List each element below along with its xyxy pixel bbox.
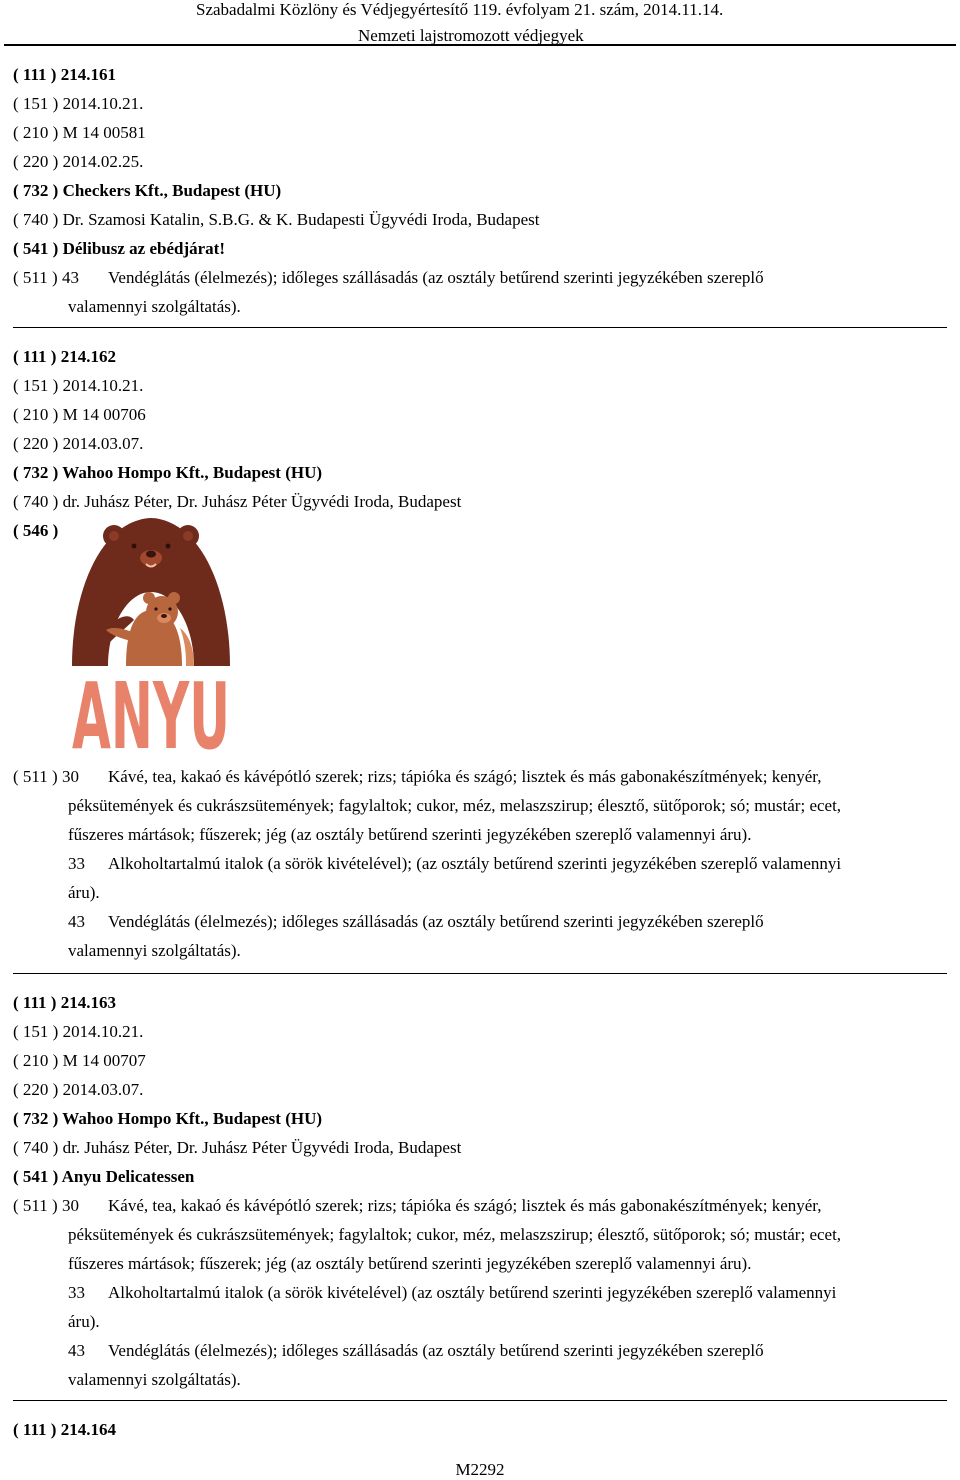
field-220: ( 220 ) 2014.03.07.	[13, 1080, 144, 1099]
class-43-number: 43	[68, 912, 85, 931]
field-740	[13, 487, 948, 516]
field-541: ( 541 ) Anyu Delicatessen	[13, 1167, 195, 1186]
field-151: ( 151 ) 2014.10.21.	[13, 1022, 144, 1041]
trademark-entry-214162	[13, 342, 948, 545]
field-740-value: Dr. Szamosi Katalin, S.B.G. & K. Budapesti Ügyvédi Iroda, Budapest	[62, 210, 540, 229]
field-740-label: ( 740 )	[13, 210, 63, 229]
field-740-value: dr. Juhász Péter, Dr. Juhász Péter Ügyvédi Iroda, Budapest	[62, 492, 462, 511]
class-43-text: Vendéglátás (élelmezés); időleges szállásadás (az osztály betűrend szerinti jegyzékében szereplő	[108, 268, 764, 287]
field-740	[13, 205, 948, 234]
section-title: Nemzeti lajstromozott védjegyek	[358, 26, 584, 45]
field-546: ( 546 )	[13, 521, 59, 540]
class-33	[13, 849, 948, 878]
field-210: ( 210 ) M 14 00581	[13, 123, 146, 142]
class-43	[13, 1336, 948, 1365]
class-43-cont: valamennyi szolgáltatás).	[68, 941, 241, 960]
field-740-value: dr. Juhász Péter, Dr. Juhász Péter Ügyvédi Iroda, Budapest	[62, 1138, 462, 1157]
class-33	[13, 1278, 948, 1307]
trademark-entry-214162-goods	[13, 762, 948, 965]
class-43-cont: valamennyi szolgáltatás).	[68, 297, 241, 316]
field-541: ( 541 ) Délibusz az ebédjárat!	[13, 239, 225, 258]
field-111: ( 111 ) 214.163	[13, 993, 116, 1012]
class-43	[13, 907, 948, 936]
class-33-cont: áru).	[68, 1312, 100, 1331]
class-43-text: Vendéglátás (élelmezés); időleges szállásadás (az osztály betűrend szerinti jegyzékében szereplő	[108, 1341, 764, 1360]
field-511-label: ( 511 ) 43	[13, 268, 79, 287]
field-740-label: ( 740 )	[13, 1138, 63, 1157]
logo-text-anyu: ANYU	[72, 663, 230, 770]
class-30-cont-1: péksütemények és cukrászsütemények; fagylaltok; cukor, méz, melaszszirup; élesztő, sütőporok; só; mustár; ecet,	[68, 1225, 842, 1244]
class-33-number: 33	[68, 1283, 85, 1302]
class-30-text: Kávé, tea, kakaó és kávépótló szerek; rizs; tápióka és szágó; lisztek és más gabonakészítmények; kenyér,	[108, 767, 822, 786]
class-33-text: Alkoholtartalmú italok (a sörök kivételével); (az osztály betűrend szerinti jegyzékében szereplő valamennyi	[108, 854, 842, 873]
field-151: ( 151 ) 2014.10.21.	[13, 376, 144, 395]
field-511	[13, 263, 948, 292]
header-rule	[4, 44, 956, 46]
class-30-cont-1: péksütemények és cukrászsütemények; fagylaltok; cukor, méz, melaszszirup; élesztő, sütőporok; só; mustár; ecet,	[68, 796, 842, 815]
class-30-text: Kávé, tea, kakaó és kávépótló szerek; rizs; tápióka és szágó; lisztek és más gabonakészítmények; kenyér,	[108, 1196, 822, 1215]
field-740-label: ( 740 )	[13, 492, 63, 511]
field-151: ( 151 ) 2014.10.21.	[13, 94, 144, 113]
field-210: ( 210 ) M 14 00706	[13, 405, 146, 424]
entry-separator	[13, 327, 947, 328]
class-43-number: 43	[68, 1341, 85, 1360]
field-511-label: ( 511 ) 30	[13, 767, 79, 786]
class-43-cont: valamennyi szolgáltatás).	[68, 1370, 241, 1389]
class-33-number: 33	[68, 854, 85, 873]
field-111: ( 111 ) 214.164	[13, 1420, 116, 1439]
anyu-bear-logo	[70, 516, 232, 770]
entry-separator	[13, 1400, 947, 1401]
field-740	[13, 1133, 948, 1162]
class-33-text: Alkoholtartalmú italok (a sörök kivételével) (az osztály betűrend szerinti jegyzékében szereplő valamennyi	[108, 1283, 837, 1302]
field-111: ( 111 ) 214.162	[13, 347, 116, 366]
class-33-cont: áru).	[68, 883, 100, 902]
trademark-entry-214163	[13, 988, 948, 1394]
field-111: ( 111 ) 214.161	[13, 65, 116, 84]
field-732: ( 732 ) Checkers Kft., Budapest (HU)	[13, 181, 282, 200]
class-30-cont-2: fűszeres mártások; fűszerek; jég (az osztály betűrend szerinti jegyzékében szereplő valamennyi áru).	[68, 825, 752, 844]
class-30-cont-2: fűszeres mártások; fűszerek; jég (az osztály betűrend szerinti jegyzékében szereplő valamennyi áru).	[68, 1254, 752, 1273]
field-732: ( 732 ) Wahoo Hompo Kft., Budapest (HU)	[13, 1109, 323, 1128]
page-number: M2292	[455, 1460, 505, 1479]
entry-separator	[13, 973, 947, 974]
field-732: ( 732 ) Wahoo Hompo Kft., Budapest (HU)	[13, 463, 323, 482]
class-43-text: Vendéglátás (élelmezés); időleges szállásadás (az osztály betűrend szerinti jegyzékében szereplő	[108, 912, 764, 931]
field-210: ( 210 ) M 14 00707	[13, 1051, 146, 1070]
field-511	[13, 1191, 948, 1220]
field-220: ( 220 ) 2014.02.25.	[13, 152, 144, 171]
trademark-entry-214161	[13, 60, 948, 321]
field-220: ( 220 ) 2014.03.07.	[13, 434, 144, 453]
field-511-label: ( 511 ) 30	[13, 1196, 79, 1215]
journal-title: Szabadalmi Közlöny és Védjegyértesítő 119. évfolyam 21. szám, 2014.11.14.	[196, 0, 724, 19]
field-511	[13, 762, 948, 791]
trademark-entry-214164	[13, 1415, 948, 1444]
